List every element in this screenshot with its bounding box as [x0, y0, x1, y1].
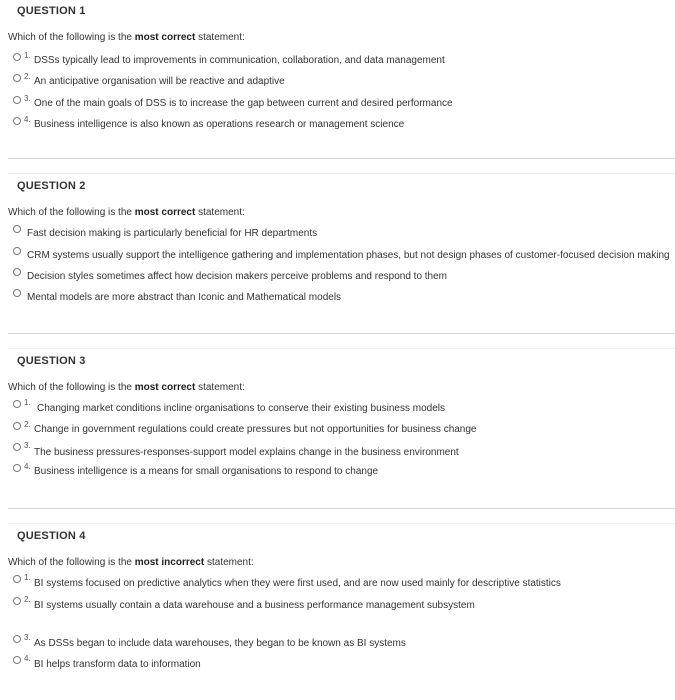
- option-label: BI helps transform data to information: [34, 659, 201, 670]
- option-number: 4.: [24, 654, 31, 663]
- option-label: An anticipative organisation will be reactive and adaptive: [34, 76, 285, 87]
- question-title: QUESTION 4: [17, 530, 86, 542]
- answer-option[interactable]: [0, 96, 675, 112]
- section-divider: [8, 333, 675, 334]
- option-label: CRM systems usually support the intelligence gathering and implementation phases, but not design phases of customer-focused decision making: [27, 250, 670, 261]
- option-number: 1.: [24, 398, 31, 407]
- prompt-text: Which of the following is the: [8, 557, 135, 568]
- option-label: As DSSs began to include data warehouses, they began to be known as BI systems: [34, 638, 406, 649]
- section-divider: [8, 523, 675, 524]
- prompt-emphasis: most correct: [134, 32, 196, 43]
- section-divider: [8, 348, 675, 349]
- question-prompt: [8, 557, 254, 568]
- prompt-text: statement:: [195, 382, 245, 393]
- option-label: Decision styles sometimes affect how decision makers perceive problems and respond to them: [27, 271, 448, 282]
- radio-button[interactable]: [13, 597, 21, 605]
- option-label: The business pressures-responses-support model explains change in the business environment: [34, 447, 459, 458]
- section-divider: [8, 508, 675, 509]
- option-label: Changing market conditions incline organisations to conserve their existing business models: [37, 403, 445, 414]
- option-number: 3.: [24, 94, 31, 103]
- radio-button[interactable]: [13, 464, 21, 472]
- radio-button[interactable]: [13, 289, 21, 297]
- option-label: Business intelligence is a means for small organisations to respond to change: [34, 466, 379, 477]
- option-label: Fast decision making is particularly beneficial for HR departments: [27, 228, 318, 239]
- answer-option[interactable]: [0, 575, 675, 591]
- option-label: BI systems focused on predictive analytics when they were first used, and are now used mainly for descriptive statistics: [34, 578, 561, 589]
- answer-option[interactable]: [0, 443, 675, 459]
- answer-option[interactable]: [0, 117, 675, 133]
- question-title: QUESTION 1: [17, 5, 86, 17]
- prompt-text: Which of the following is the: [8, 32, 135, 43]
- question-title: QUESTION 2: [17, 180, 86, 192]
- radio-button[interactable]: [13, 96, 21, 104]
- radio-button[interactable]: [13, 575, 21, 583]
- question-prompt: [8, 382, 245, 393]
- radio-button[interactable]: [13, 635, 21, 643]
- option-label: Mental models are more abstract than Iconic and Mathematical models: [27, 292, 342, 303]
- question-prompt: [8, 32, 245, 43]
- option-label: BI systems usually contain a data warehouse and a business performance management subsystem: [34, 600, 475, 611]
- option-number: 1.: [24, 573, 31, 582]
- section-divider: [8, 158, 675, 159]
- radio-button[interactable]: [13, 225, 21, 233]
- answer-option[interactable]: [0, 247, 675, 263]
- prompt-text: Which of the following is the: [8, 207, 135, 218]
- answer-option[interactable]: [0, 422, 675, 438]
- radio-button[interactable]: [13, 443, 21, 451]
- option-label: Change in government regulations could create pressures but not opportunities for business change: [34, 424, 477, 435]
- answer-option[interactable]: [0, 597, 675, 613]
- option-label: DSSs typically lead to improvements in communication, collaboration, and data management: [34, 55, 445, 66]
- prompt-text: statement:: [204, 557, 254, 568]
- answer-option[interactable]: [0, 464, 675, 480]
- answer-option[interactable]: [0, 400, 675, 416]
- section-divider: [8, 173, 675, 174]
- option-label: Business intelligence is also known as operations research or management science: [34, 119, 405, 130]
- option-number: 1.: [24, 51, 31, 60]
- prompt-text: statement:: [195, 32, 245, 43]
- prompt-text: statement:: [195, 207, 245, 218]
- radio-button[interactable]: [13, 400, 21, 408]
- radio-button[interactable]: [13, 117, 21, 125]
- answer-option[interactable]: [0, 635, 675, 651]
- radio-button[interactable]: [13, 656, 21, 664]
- radio-button[interactable]: [13, 422, 21, 430]
- answer-option[interactable]: [0, 74, 675, 90]
- prompt-emphasis: most correct: [134, 382, 196, 393]
- option-number: 4.: [24, 462, 31, 471]
- prompt-emphasis: most correct: [134, 207, 196, 218]
- answer-option[interactable]: [0, 268, 675, 284]
- radio-button[interactable]: [13, 268, 21, 276]
- question-title: QUESTION 3: [17, 355, 86, 367]
- prompt-emphasis: most incorrect: [134, 557, 205, 568]
- radio-button[interactable]: [13, 74, 21, 82]
- answer-option[interactable]: [0, 53, 675, 69]
- option-number: 3.: [24, 441, 31, 450]
- radio-button[interactable]: [13, 53, 21, 61]
- answer-option[interactable]: [0, 656, 675, 672]
- question-prompt: [8, 207, 245, 218]
- radio-button[interactable]: [13, 247, 21, 255]
- answer-option[interactable]: [0, 289, 675, 305]
- option-number: 3.: [24, 633, 31, 642]
- option-label: One of the main goals of DSS is to increase the gap between current and desired performance: [34, 98, 453, 109]
- answer-option[interactable]: [0, 225, 675, 241]
- prompt-text: Which of the following is the: [8, 382, 135, 393]
- option-number: 2.: [24, 420, 31, 429]
- option-number: 2.: [24, 72, 31, 81]
- option-number: 4.: [24, 115, 31, 124]
- option-number: 2.: [24, 595, 31, 604]
